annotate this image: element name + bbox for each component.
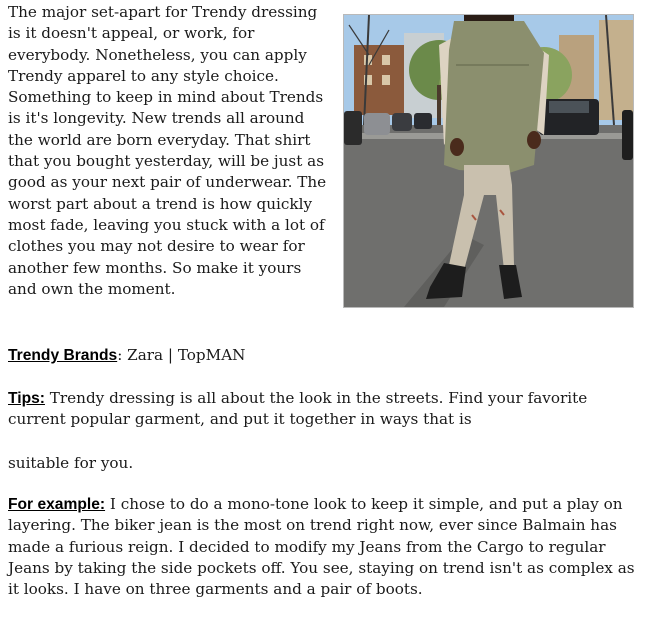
example-label: For example: [8,496,106,513]
trendy-brands-line [8,345,245,366]
tips-text: Trendy dressing is all about the look in the streets. Find your favorite current popular garment, and put it together in ways that is [8,389,588,429]
example-paragraph [8,494,648,600]
street-style-photo [343,14,634,308]
tips-label: Tips: [8,390,45,407]
photo-illustration [344,15,633,307]
trendy-brands-list: Zara | TopMAN [122,346,246,364]
tips-paragraph [8,388,608,431]
example-text: I chose to do a mono-tone look to keep it simple, and put a play on layering. The biker jean is the most on trend right now, ever since Balmain has made a furious reign. I decided to modify my Jeans from the Cargo to regular Jeans by taking the side pockets off. You see, staying on trend isn't as complex as it looks. I have on three garments and a pair of boots. [8,495,635,599]
trendy-brands-label: Trendy Brands [8,347,118,364]
tips-continuation: suitable for you. [8,454,134,472]
intro-paragraph: The major set-apart for Trendy dressing is it doesn't appeal, or work, for everybody. Nonetheless, you can apply Trendy apparel to any style choice. Something to keep in mind about Trends is it's longevity. New trends all around the world are born everyday. That shirt that you bought yesterday, will be just as good as your next pair of underwear. The worst part about a trend is how quickly most fade, leaving you stuck with a lot of clothes you may not desire to wear for another few months. So make it yours and own the moment. [8,3,327,298]
trendy-brands-separator: : [117,346,123,364]
